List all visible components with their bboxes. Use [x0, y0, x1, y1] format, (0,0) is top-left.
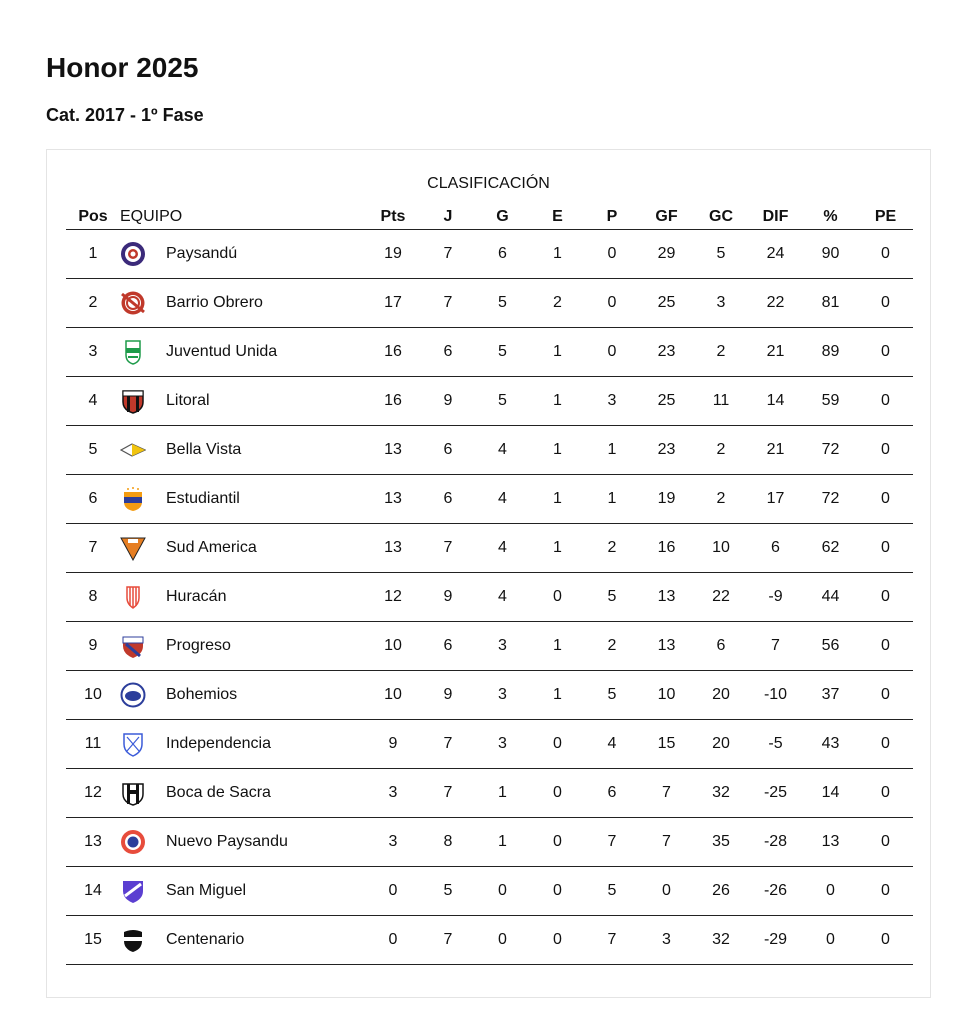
p-cell: 2: [585, 524, 639, 573]
g-cell: 6: [475, 230, 530, 279]
table-row: [66, 720, 913, 769]
dif-cell: -29: [748, 916, 803, 965]
p-cell: 1: [585, 426, 639, 475]
gc-cell: 32: [694, 769, 748, 818]
pe-cell: 0: [858, 720, 913, 769]
pts-cell: 13: [365, 524, 421, 573]
pts-cell: 0: [365, 867, 421, 916]
pct-cell: 81: [803, 279, 858, 328]
table-row: [66, 818, 913, 867]
gc-cell: 32: [694, 916, 748, 965]
team-cell[interactable]: [120, 720, 365, 769]
pts-cell: 0: [365, 916, 421, 965]
e-cell: 1: [530, 328, 585, 377]
table-row: [66, 328, 913, 377]
standings-body: [66, 230, 913, 965]
e-cell: 0: [530, 916, 585, 965]
gc-cell: 10: [694, 524, 748, 573]
pts-cell: 19: [365, 230, 421, 279]
g-cell: 0: [475, 867, 530, 916]
team-cell[interactable]: [120, 524, 365, 573]
p-cell: 0: [585, 279, 639, 328]
pos-cell: 11: [66, 720, 120, 769]
huracan-crest-icon: [120, 584, 146, 610]
pe-cell: 0: [858, 426, 913, 475]
pct-cell: 90: [803, 230, 858, 279]
team-name[interactable]: Centenario: [166, 931, 245, 948]
barrio-obrero-crest-icon: [120, 290, 146, 316]
pe-cell: 0: [858, 769, 913, 818]
table-row: [66, 916, 913, 965]
page-title: Honor 2025: [46, 52, 199, 83]
table-row: [66, 475, 913, 524]
pos-cell: 7: [66, 524, 120, 573]
table-header-row: [66, 204, 913, 230]
team-name[interactable]: Bella Vista: [166, 441, 242, 458]
j-cell: 8: [421, 818, 475, 867]
p-cell: 3: [585, 377, 639, 426]
e-cell: 1: [530, 622, 585, 671]
p-cell: 5: [585, 867, 639, 916]
gc-cell: 20: [694, 671, 748, 720]
j-cell: 7: [421, 916, 475, 965]
gc-cell: 5: [694, 230, 748, 279]
paysandu-crest-icon: [120, 241, 146, 267]
g-cell: 3: [475, 671, 530, 720]
sud-america-crest-icon: [120, 535, 146, 561]
pct-cell: 43: [803, 720, 858, 769]
dif-cell: 6: [748, 524, 803, 573]
pos-cell: 2: [66, 279, 120, 328]
pct-cell: 37: [803, 671, 858, 720]
team-name[interactable]: Boca de Sacra: [166, 784, 271, 801]
pos-cell: 12: [66, 769, 120, 818]
pos-cell: 3: [66, 328, 120, 377]
team-cell[interactable]: [120, 867, 365, 916]
pos-cell: 9: [66, 622, 120, 671]
j-cell: 6: [421, 328, 475, 377]
e-cell: 0: [530, 769, 585, 818]
gf-cell: 29: [639, 230, 694, 279]
gc-cell: 22: [694, 573, 748, 622]
pe-cell: 0: [858, 279, 913, 328]
pos-cell: 14: [66, 867, 120, 916]
pe-cell: 0: [858, 867, 913, 916]
standings-table: [66, 204, 913, 965]
pct-cell: 62: [803, 524, 858, 573]
pts-cell: 17: [365, 279, 421, 328]
j-cell: 9: [421, 573, 475, 622]
pe-cell: 0: [858, 475, 913, 524]
e-cell: 0: [530, 720, 585, 769]
pct-cell: 44: [803, 573, 858, 622]
team-cell[interactable]: [120, 279, 365, 328]
pct-cell: 72: [803, 475, 858, 524]
p-cell: 5: [585, 573, 639, 622]
pos-cell: 13: [66, 818, 120, 867]
col-header-equipo: EQUIPO: [120, 204, 365, 230]
j-cell: 5: [421, 867, 475, 916]
team-name[interactable]: Huracán: [166, 588, 227, 605]
p-cell: 5: [585, 671, 639, 720]
gc-cell: 2: [694, 475, 748, 524]
nuevo-paysandu-crest-icon: [120, 829, 146, 855]
gf-cell: 13: [639, 622, 694, 671]
bohemios-crest-icon: [120, 682, 146, 708]
col-header-pct: %: [803, 204, 858, 230]
pos-cell: 6: [66, 475, 120, 524]
team-name[interactable]: Nuevo Paysandu: [166, 833, 288, 850]
gc-cell: 26: [694, 867, 748, 916]
team-cell[interactable]: [120, 426, 365, 475]
gf-cell: 25: [639, 279, 694, 328]
j-cell: 9: [421, 377, 475, 426]
team-name[interactable]: Independencia: [166, 735, 271, 752]
pct-cell: 59: [803, 377, 858, 426]
gf-cell: 0: [639, 867, 694, 916]
e-cell: 0: [530, 818, 585, 867]
col-header-g: G: [475, 204, 530, 230]
dif-cell: 21: [748, 328, 803, 377]
pts-cell: 10: [365, 622, 421, 671]
team-name[interactable]: Progreso: [166, 637, 231, 654]
dif-cell: 17: [748, 475, 803, 524]
independencia-crest-icon: [120, 731, 146, 757]
pts-cell: 13: [365, 475, 421, 524]
litoral-crest-icon: [120, 388, 146, 414]
dif-cell: 24: [748, 230, 803, 279]
table-row: [66, 867, 913, 916]
table-row: [66, 622, 913, 671]
team-cell[interactable]: [120, 230, 365, 279]
dif-cell: -26: [748, 867, 803, 916]
pe-cell: 0: [858, 573, 913, 622]
pts-cell: 10: [365, 671, 421, 720]
boca-de-sacra-crest-icon: [120, 780, 146, 806]
team-cell[interactable]: [120, 573, 365, 622]
dif-cell: -5: [748, 720, 803, 769]
pe-cell: 0: [858, 818, 913, 867]
col-header-j: J: [421, 204, 475, 230]
col-header-pts: Pts: [365, 204, 421, 230]
j-cell: 7: [421, 524, 475, 573]
p-cell: 7: [585, 916, 639, 965]
team-cell[interactable]: [120, 475, 365, 524]
dif-cell: 22: [748, 279, 803, 328]
g-cell: 4: [475, 573, 530, 622]
team-name[interactable]: Estudiantil: [166, 490, 240, 507]
team-cell[interactable]: [120, 328, 365, 377]
pe-cell: 0: [858, 524, 913, 573]
e-cell: 2: [530, 279, 585, 328]
e-cell: 1: [530, 524, 585, 573]
pts-cell: 16: [365, 328, 421, 377]
table-row: [66, 279, 913, 328]
gc-cell: 3: [694, 279, 748, 328]
g-cell: 4: [475, 475, 530, 524]
centenario-crest-icon: [120, 927, 146, 953]
dif-cell: 21: [748, 426, 803, 475]
pts-cell: 16: [365, 377, 421, 426]
e-cell: 0: [530, 867, 585, 916]
gc-cell: 6: [694, 622, 748, 671]
e-cell: 1: [530, 671, 585, 720]
gc-cell: 11: [694, 377, 748, 426]
gf-cell: 3: [639, 916, 694, 965]
g-cell: 0: [475, 916, 530, 965]
pe-cell: 0: [858, 230, 913, 279]
page-subtitle: Cat. 2017 - 1º Fase: [46, 105, 204, 125]
dif-cell: 7: [748, 622, 803, 671]
team-cell[interactable]: [120, 818, 365, 867]
table-row: [66, 377, 913, 426]
g-cell: 3: [475, 622, 530, 671]
e-cell: 1: [530, 426, 585, 475]
pct-cell: 72: [803, 426, 858, 475]
pos-cell: 5: [66, 426, 120, 475]
san-miguel-crest-icon: [120, 878, 146, 904]
pts-cell: 13: [365, 426, 421, 475]
g-cell: 5: [475, 377, 530, 426]
g-cell: 3: [475, 720, 530, 769]
col-header-gf: GF: [639, 204, 694, 230]
j-cell: 6: [421, 426, 475, 475]
e-cell: 0: [530, 573, 585, 622]
p-cell: 0: [585, 328, 639, 377]
pct-cell: 89: [803, 328, 858, 377]
col-header-dif: DIF: [748, 204, 803, 230]
team-name[interactable]: Litoral: [166, 392, 210, 409]
g-cell: 1: [475, 818, 530, 867]
g-cell: 5: [475, 279, 530, 328]
dif-cell: 14: [748, 377, 803, 426]
p-cell: 2: [585, 622, 639, 671]
j-cell: 7: [421, 720, 475, 769]
pe-cell: 0: [858, 377, 913, 426]
team-cell[interactable]: [120, 916, 365, 965]
gc-cell: 2: [694, 426, 748, 475]
dif-cell: -9: [748, 573, 803, 622]
juventud-unida-crest-icon: [120, 339, 146, 365]
g-cell: 4: [475, 426, 530, 475]
gf-cell: 15: [639, 720, 694, 769]
bella-vista-crest-icon: [120, 437, 146, 463]
g-cell: 4: [475, 524, 530, 573]
team-cell[interactable]: [120, 769, 365, 818]
pct-cell: 0: [803, 867, 858, 916]
team-name[interactable]: Sud America: [166, 539, 257, 556]
pct-cell: 14: [803, 769, 858, 818]
team-cell[interactable]: [120, 622, 365, 671]
gf-cell: 25: [639, 377, 694, 426]
table-row: [66, 426, 913, 475]
pos-cell: 4: [66, 377, 120, 426]
pts-cell: 3: [365, 818, 421, 867]
team-name[interactable]: Bohemios: [166, 686, 238, 703]
pe-cell: 0: [858, 671, 913, 720]
pts-cell: 12: [365, 573, 421, 622]
col-header-p: P: [585, 204, 639, 230]
g-cell: 5: [475, 328, 530, 377]
gf-cell: 7: [639, 818, 694, 867]
j-cell: 7: [421, 769, 475, 818]
team-name[interactable]: Paysandú: [166, 245, 238, 262]
gc-cell: 35: [694, 818, 748, 867]
pos-cell: 8: [66, 573, 120, 622]
estudiantil-crest-icon: [120, 486, 146, 512]
gf-cell: 23: [639, 328, 694, 377]
pos-cell: 1: [66, 230, 120, 279]
gc-cell: 20: [694, 720, 748, 769]
col-header-gc: GC: [694, 204, 748, 230]
progreso-crest-icon: [120, 633, 146, 659]
j-cell: 6: [421, 622, 475, 671]
e-cell: 1: [530, 475, 585, 524]
col-header-e: E: [530, 204, 585, 230]
p-cell: 4: [585, 720, 639, 769]
standings-card: [46, 149, 931, 998]
pe-cell: 0: [858, 916, 913, 965]
p-cell: 6: [585, 769, 639, 818]
gf-cell: 13: [639, 573, 694, 622]
table-caption: CLASIFICACIÓN: [427, 175, 550, 192]
team-name[interactable]: Barrio Obrero: [166, 294, 263, 311]
e-cell: 1: [530, 230, 585, 279]
pe-cell: 0: [858, 328, 913, 377]
pct-cell: 13: [803, 818, 858, 867]
pts-cell: 9: [365, 720, 421, 769]
gf-cell: 23: [639, 426, 694, 475]
pe-cell: 0: [858, 622, 913, 671]
j-cell: 9: [421, 671, 475, 720]
table-row: [66, 573, 913, 622]
dif-cell: -10: [748, 671, 803, 720]
j-cell: 7: [421, 279, 475, 328]
dif-cell: -25: [748, 769, 803, 818]
gf-cell: 19: [639, 475, 694, 524]
gf-cell: 16: [639, 524, 694, 573]
gf-cell: 7: [639, 769, 694, 818]
table-row: [66, 671, 913, 720]
gf-cell: 10: [639, 671, 694, 720]
pos-cell: 10: [66, 671, 120, 720]
col-header-pe: PE: [858, 204, 913, 230]
team-name[interactable]: San Miguel: [166, 882, 247, 899]
dif-cell: -28: [748, 818, 803, 867]
team-cell[interactable]: [120, 671, 365, 720]
pct-cell: 0: [803, 916, 858, 965]
table-row: [66, 524, 913, 573]
j-cell: 6: [421, 475, 475, 524]
pts-cell: 3: [365, 769, 421, 818]
e-cell: 1: [530, 377, 585, 426]
gc-cell: 2: [694, 328, 748, 377]
team-name[interactable]: Juventud Unida: [166, 343, 278, 360]
g-cell: 1: [475, 769, 530, 818]
team-cell[interactable]: [120, 377, 365, 426]
p-cell: 7: [585, 818, 639, 867]
j-cell: 7: [421, 230, 475, 279]
table-row: [66, 230, 913, 279]
table-row: [66, 769, 913, 818]
pos-cell: 15: [66, 916, 120, 965]
col-header-pos: Pos: [66, 204, 120, 230]
p-cell: 1: [585, 475, 639, 524]
p-cell: 0: [585, 230, 639, 279]
pct-cell: 56: [803, 622, 858, 671]
